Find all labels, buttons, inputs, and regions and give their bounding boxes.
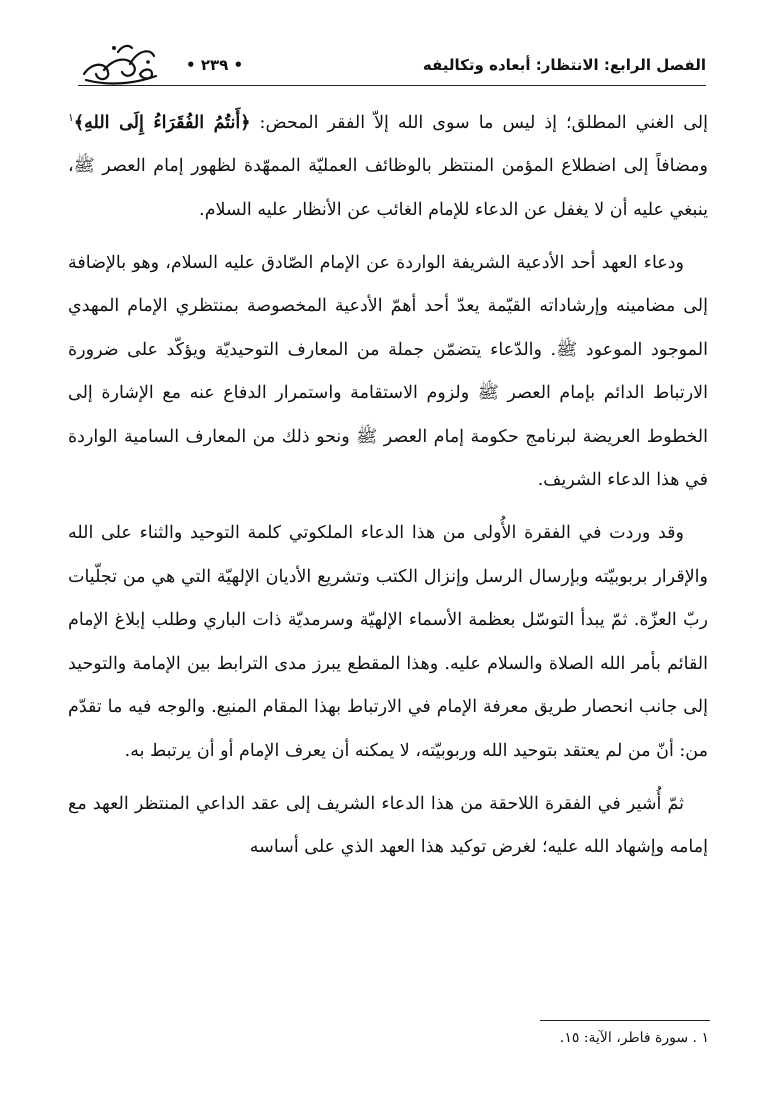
paragraph-1-lead: إلى الغني المطلق؛ إذ ليس ما سوى الله إلاّ الفقر المحض:: [259, 112, 708, 133]
footnote-divider: [540, 1020, 710, 1021]
paragraph-4: ثمّ أُشير في الفقرة اللاحقة من هذا الدعاء الشريف إلى عقد الداعي المنتظر العهد مع إمامه وإشهاد الله عليه؛ لغرض توكيد هذا العهد الذي على أساسه: [68, 793, 708, 858]
body-text: [68, 96, 708, 880]
chapter-title: الفصل الرابع: الانتظار: أبعاده وتكاليفه: [422, 56, 706, 74]
page-header: [78, 40, 706, 84]
page-number: • ٢٣٩ •: [186, 56, 244, 74]
calligraphy-ornament-icon: [78, 40, 160, 86]
footnote-reference: ١: [68, 111, 74, 124]
paragraph-1-continuation: ومضافاً إلى اضطلاع المؤمن المنتظر بالوظائف العمليّة الممهّدة لظهور إمام العصر ﷺ، ينبغي عليه أن لا يغفل عن الدعاء للإمام الغائب عن الأنظار عليه السلام.: [68, 156, 708, 220]
paragraph-3: وقد وردت في الفقرة الأُولى من هذا الدعاء الملكوتي كلمة التوحيد والثناء على الله والإقرار بربوبيّته وبإرسال الرسل وإنزال الكتب وتشريع الأديان الإلهيّة التي هي من تجلّيات ربّ العزّة. ثمّ يبدأ التوسّل بعظمة الأسماء الإلهيّة وسرمديّة ذات الباري وطلب إبلاغ الإمام القائم بأمر الله الصلاة والسلام عليه. وهذا المقطع يبرز مدى الترابط بين الإمامة والتوحيد إلى جانب انحصار طريق معرفة الإمام في الارتباط بهذا المقام المنيع. والوجه فيه ما تقدّم من: أنّ من لم يعتقد بتوحيد الله وربوبيّته، لا يمكنه أن يعرف الإمام أو أن يرتبط به.: [68, 523, 708, 761]
quran-quote: ﴿أَنتُمُ الفُقَرَاءُ إِلَى اللهِ﴾: [73, 112, 251, 133]
footnote: ١ . سورة فاطر، الآية: ١٥.: [559, 1030, 709, 1046]
header-divider: [78, 85, 706, 86]
paragraph-1: [68, 96, 708, 232]
paragraph-2: ودعاء العهد أحد الأدعية الشريفة الواردة عن الإمام الصّادق عليه السلام، وهو بالإضافة إلى مضامينه وإرشاداته القيّمة يعدّ أحد أهمّ الأدعية المخصوصة بمنتظري الإمام المهدي الموجود الموعود ﷺ. والدّعاء يتضمّن جملة من المعارف التوحيديّة ويؤكّد على ضرورة الارتباط الدائم بإمام العصر ﷺ ولزوم الاستقامة واستمرار الدفاع عنه مع الإشارة إلى الخطوط العريضة لبرنامج حكومة إمام العصر ﷺ ونحو ذلك من المعارف السامية الواردة في هذا الدعاء الشريف.: [68, 253, 708, 491]
